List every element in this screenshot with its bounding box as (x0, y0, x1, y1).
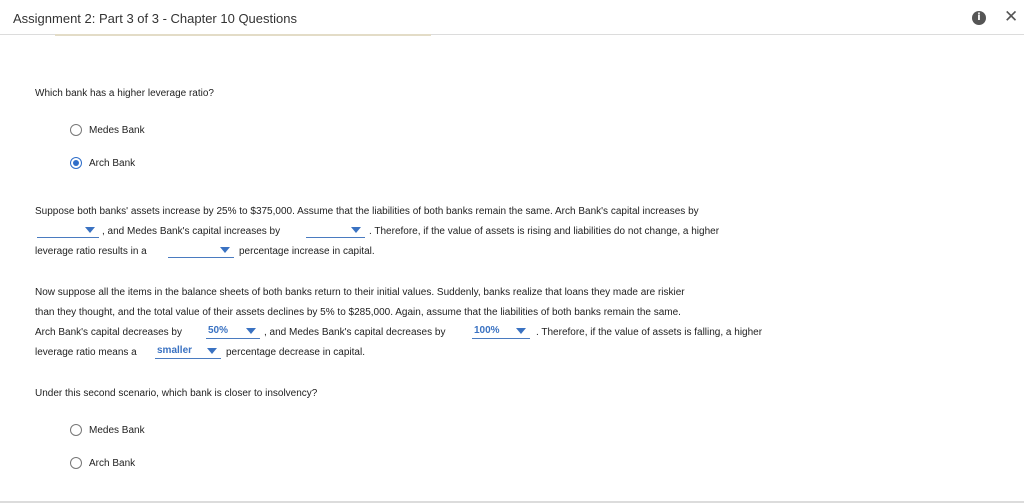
paragraph-1-line-1: Suppose both banks' assets increase by 25% to $375,000. Assume that the liabilities of both banks remain the same. Arch Bank's capital increases by (35, 206, 699, 217)
chevron-down-icon (351, 227, 361, 233)
paragraph-2-line-4a: leverage ratio means a (35, 347, 137, 358)
question-1-prompt: Which bank has a higher leverage ratio? (35, 88, 214, 99)
paragraph-2-line-3c: . Therefore, if the value of assets is falling, a higher (536, 327, 763, 338)
paragraph-2-line-4b: percentage decrease in capital. (226, 347, 365, 358)
close-icon[interactable]: ✕ (1004, 7, 1019, 27)
dropdown-medes-capital-decrease-value: 100% (474, 325, 500, 336)
chevron-down-icon (516, 328, 526, 334)
paragraph-2-line-3a: Arch Bank's capital decreases by (35, 327, 182, 338)
radio-q1-medes-bank-label[interactable]: Medes Bank (89, 125, 145, 136)
question-2-prompt: Under this second scenario, which bank is closer to insolvency? (35, 388, 318, 399)
page-title: Assignment 2: Part 3 of 3 - Chapter 10 Questions (13, 11, 297, 26)
chevron-down-icon (246, 328, 256, 334)
paragraph-1-line-3: leverage ratio results in a (35, 246, 147, 257)
paragraph-1-segment-a: , and Medes Bank's capital increases by (102, 226, 281, 237)
paragraph-2-line-3b: , and Medes Bank's capital decreases by (264, 327, 446, 338)
dropdown-medes-capital-increase[interactable] (306, 225, 365, 238)
header-accent-bar (55, 34, 431, 36)
radio-q2-arch-bank-label[interactable]: Arch Bank (89, 458, 136, 469)
radio-q1-arch-bank-label[interactable]: Arch Bank (89, 158, 136, 169)
dropdown-arch-capital-decrease[interactable] (206, 326, 260, 339)
dropdown-medes-capital-decrease[interactable] (472, 326, 530, 339)
dropdown-higher-leverage-decrease[interactable] (155, 346, 221, 359)
chevron-down-icon (85, 227, 95, 233)
radio-q2-medes-bank-label[interactable]: Medes Bank (89, 425, 145, 436)
chevron-down-icon (207, 348, 217, 354)
chevron-down-icon (220, 247, 230, 253)
dropdown-arch-capital-increase[interactable] (37, 225, 99, 238)
dropdown-higher-leverage-increase[interactable] (168, 245, 234, 258)
radio-q2-medes-bank[interactable] (70, 424, 82, 436)
radio-q2-arch-bank[interactable] (70, 457, 82, 469)
radio-q1-arch-bank[interactable] (70, 157, 82, 169)
info-icon[interactable]: i (972, 11, 986, 25)
paragraph-1-segment-c: percentage increase in capital. (239, 246, 375, 257)
paragraph-2-line-2: than they thought, and the total value of their assets declines by 5% to $285,000. Again, assume that the liabilities of both banks remain the same. (35, 307, 681, 318)
paragraph-2-line-1: Now suppose all the items in the balance sheets of both banks return to their initial values. Suddenly, banks realize that loans they made are riskier (35, 287, 685, 298)
paragraph-1-segment-b: . Therefore, if the value of assets is rising and liabilities do not change, a higher (369, 226, 720, 237)
radio-q1-medes-bank[interactable] (70, 124, 82, 136)
dropdown-arch-capital-decrease-value: 50% (208, 325, 229, 336)
dropdown-higher-leverage-decrease-value: smaller (157, 345, 193, 356)
assignment-header (0, 0, 1024, 35)
